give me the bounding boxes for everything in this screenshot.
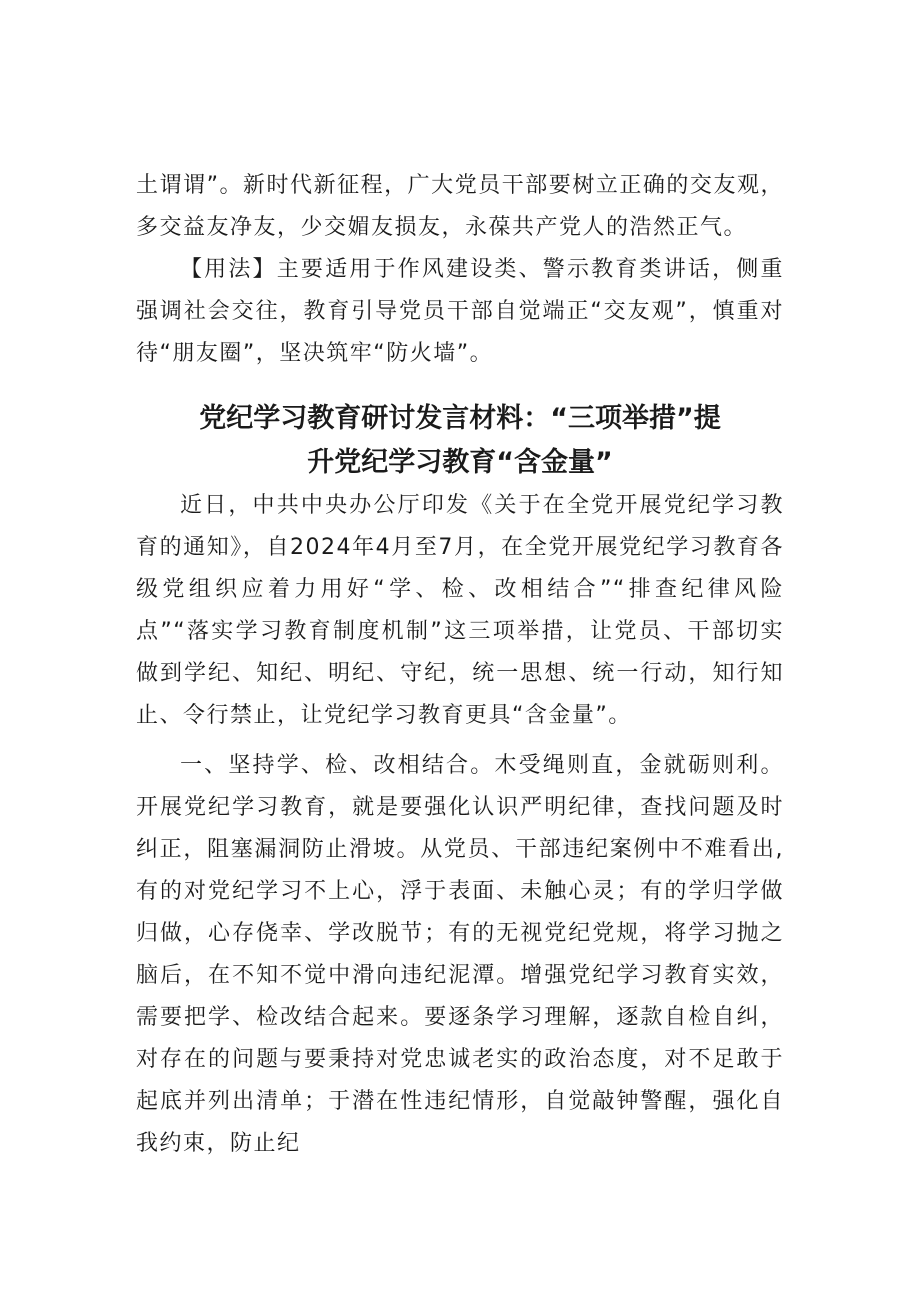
section-title-line-2: 升党纪学习教育“含金量”	[307, 447, 613, 478]
paragraph-usage-note: 【用法】主要适用于作风建设类、警示教育类讲话，侧重强调社会交往，教育引导党员干部自觉端正“交友观”，慎重对待“朋友圈”，坚决筑牢“防火墙”。	[136, 257, 784, 366]
paragraph-introduction: 近日，中共中央办公厅印发《关于在全党开展党纪学习教育的通知》，自2024年4月至7月，在全党开展党纪学习教育各级党组织应着力用好“学、检、改相结合”“排查纪律风险点”“落实学习教育制度机制”这三项举措，让党员、干部切实做到学纪、知纪、明纪、守纪，统一思想、统一行动，知行知止、令行禁止，让党纪学习教育更具“含金量”。	[136, 493, 784, 728]
section-title-line-1: 党纪学习教育研讨发言材料：“三项举措”提	[199, 403, 721, 434]
paragraph-section-one: 一、坚持学、检、改相结合。木受绳则直，金就砺则利。开展党纪学习教育，就是要强化认识严明纪律，查找问题及时纠正，阻塞漏洞防止滑坡。从党员、干部违纪案例中不难看出,有的对党纪学习不上心，浮于表面、未触心灵；有的学归学做归做，心存侥幸、学改脱节；有的无视党纪党规，将学习抛之脑后，在不知不觉中滑向违纪泥潭。增强党纪学习教育实效，需要把学、检改结合起来。要逐条学习理解，逐款自检自纠，对存在的问题与要秉持对党忠诚老实的政治态度，对不足敢于起底并列出清单；于潜在性违纪情形，自觉敲钟警醒，强化自我约束，防止纪	[136, 753, 784, 1156]
paragraph-friendship-closing: 土谓谓”。新时代新征程，广大党员干部要树立正确的交友观，多交益友净友，少交媚友损友，永葆共产党人的浩然正气。	[136, 173, 784, 240]
